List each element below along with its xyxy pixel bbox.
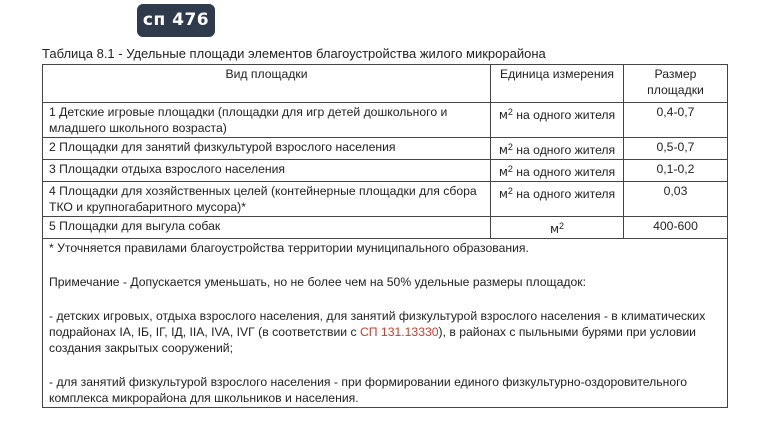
sp-131-link[interactable]: СП 131.13330 — [359, 325, 439, 339]
row-size: 0,03 — [624, 182, 728, 217]
table-row — [43, 182, 728, 217]
row-name: 2 Площадки для занятий физкультурой взрослого населения — [43, 138, 491, 160]
table-header-row — [43, 65, 728, 103]
notes-cell — [43, 239, 728, 408]
row-size: 400-600 — [624, 217, 728, 239]
row-name: 1 Детские игровые площадки (площадки для игр детей дошкольного и младшего школьного возраста) — [43, 103, 491, 138]
header-area-type: Вид площадки — [43, 65, 491, 103]
footnote-text: * Уточняется правилами благоустройства территории муниципального образования. — [49, 241, 529, 255]
row-unit: $м^2$ — [491, 217, 624, 239]
row-name: 3 Площадки отдыха взрослого населения — [43, 160, 491, 182]
remark-item-2: - для занятий физкультурой взрослого населения - при формировании единого физкультурно-оздоровительного комплекса микрорайона для школьников и населения. — [49, 375, 688, 405]
table-caption: Таблица 8.1 - Удельные площади элементов благоустройства жилого микрорайона — [42, 46, 546, 61]
row-unit: $м^2$ на одного жителя — [491, 182, 624, 217]
document-code-badge: сп 476 — [137, 4, 215, 37]
table-row — [43, 138, 728, 160]
row-size: 0,1-0,2 — [624, 160, 728, 182]
header-unit: Единица измерения — [491, 65, 624, 103]
row-unit: $м^2$ на одного жителя — [491, 160, 624, 182]
header-size: Размер площадки — [624, 65, 728, 103]
row-name: 5 Площадки для выгула собак — [43, 217, 491, 239]
row-size: 0,5-0,7 — [624, 138, 728, 160]
row-name: 4 Площадки для хозяйственных целей (контейнерные площадки для сбора ТКО и крупногабаритного мусора)* — [43, 182, 491, 217]
row-size: 0,4-0,7 — [624, 103, 728, 138]
remark-text: Примечание - Допускается уменьшать, но не более чем на 50% удельные размеры площадок: — [49, 275, 586, 289]
row-unit: $м^2$ на одного жителя — [491, 103, 624, 138]
table-row — [43, 103, 728, 138]
row-unit: $м^2$ на одного жителя — [491, 138, 624, 160]
norms-table — [42, 64, 728, 408]
table-row — [43, 160, 728, 182]
notes-row — [43, 239, 728, 408]
table-row — [43, 217, 728, 239]
remark-item-1: - детских игровых, отдыха взрослого населения, для занятий физкультурой взрослого населения - в климатических подрайонах IA, IБ, IГ, IД, IIA, IVA, IVГ (в соответствии с СП 131.13330), в районах с пыльными бурями при условии создания закрытых сооружений; — [49, 309, 706, 355]
